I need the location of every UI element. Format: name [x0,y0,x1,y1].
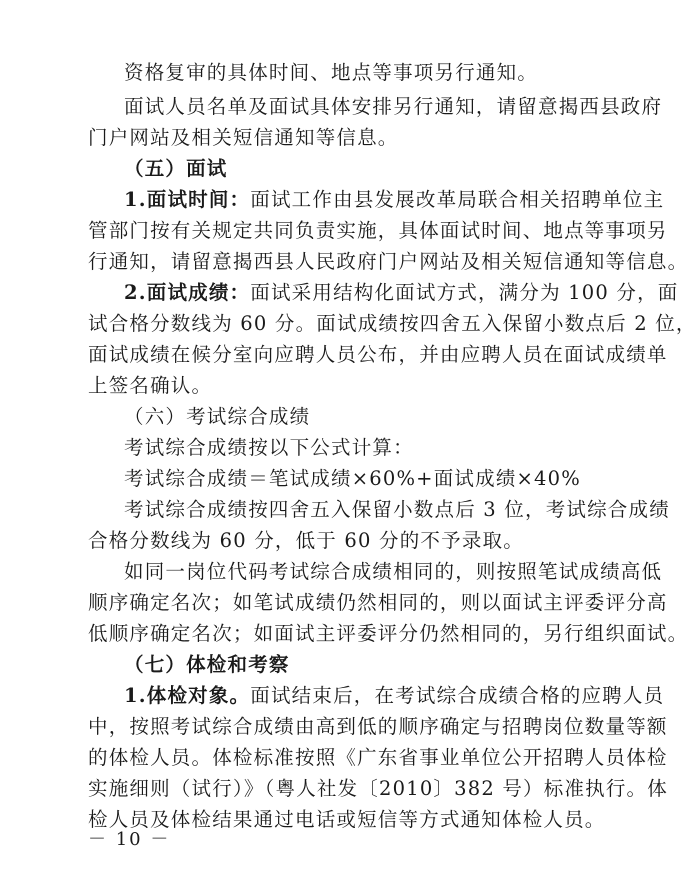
text-line: 考试综合成绩按四舍五入保留小数点后 3 位，考试综合成绩 [124,498,670,521]
text-line: 上签名确认。 [88,374,213,397]
text-line: 门户网站及相关短信通知等信息。 [88,126,399,149]
text-line: 面试采用结构化面试方式，满分为 100 分，面 [250,281,679,304]
lead-physical-exam: 1.体检对象。 [124,684,251,707]
paragraph-interview-time [124,187,664,213]
paragraph-physical-exam [124,683,664,709]
text-line: 资格复审的具体时间、地点等事项另行通知。 [124,61,539,84]
section-heading-6: （六）考试综合成绩 [124,405,311,428]
text-line: 面试成绩在候分室向应聘人员公布，并由应聘人员在面试成绩单 [88,343,668,366]
page-number: － 10 － [88,829,171,850]
text-line: 管部门按有关规定共同负责实施，具体面试时间、地点等事项另 [88,219,668,242]
text-line: 的体检人员。体检标准按照《广东省事业单位公开招聘人员体检 [88,746,668,769]
formula-line: 考试综合成绩＝笔试成绩×60%+面试成绩×40% [124,467,582,490]
section-heading-7: （七）体检和考察 [124,653,290,676]
text-line: 如同一岗位代码考试综合成绩相同的，则按照笔试成绩高低 [124,560,663,583]
text-line: 考试综合成绩按以下公式计算： [124,436,414,459]
text-line: 行通知，请留意揭西县人民政府门户网站及相关短信通知等信息。 [88,250,689,273]
text-line: 实施细则（试行）》（粤人社发〔2010〕382 号）标准执行。体 [88,777,668,800]
paragraph-interview-score [124,280,678,306]
text-line: 中，按照考试综合成绩由高到低的顺序确定与招聘岗位数量等额 [88,715,668,738]
text-line: 试合格分数线为 60 分。面试成绩按四舍五入保留小数点后 2 位， [88,312,697,335]
text-line: 面试工作由县发展改革局联合相关招聘单位主 [250,188,665,211]
text-line: 面试人员名单及面试具体安排另行通知，请留意揭西县政府 [124,95,663,118]
text-line: 低顺序确定名次；如面试主评委评分仍然相同的，另行组织面试。 [88,622,689,645]
lead-interview-time: 1.面试时间： [124,188,251,211]
lead-interview-score: 2.面试成绩： [124,281,251,304]
text-line: 检人员及体检结果通过电话或短信等方式通知体检人员。 [88,808,606,831]
text-line: 面试结束后，在考试综合成绩合格的应聘人员 [250,684,665,707]
section-heading-5: （五）面试 [124,157,228,180]
text-line: 合格分数线为 60 分，低于 60 分的不予录取。 [88,529,524,552]
text-line: 顺序确定名次；如笔试成绩仍然相同的，则以面试主评委评分高 [88,591,668,614]
